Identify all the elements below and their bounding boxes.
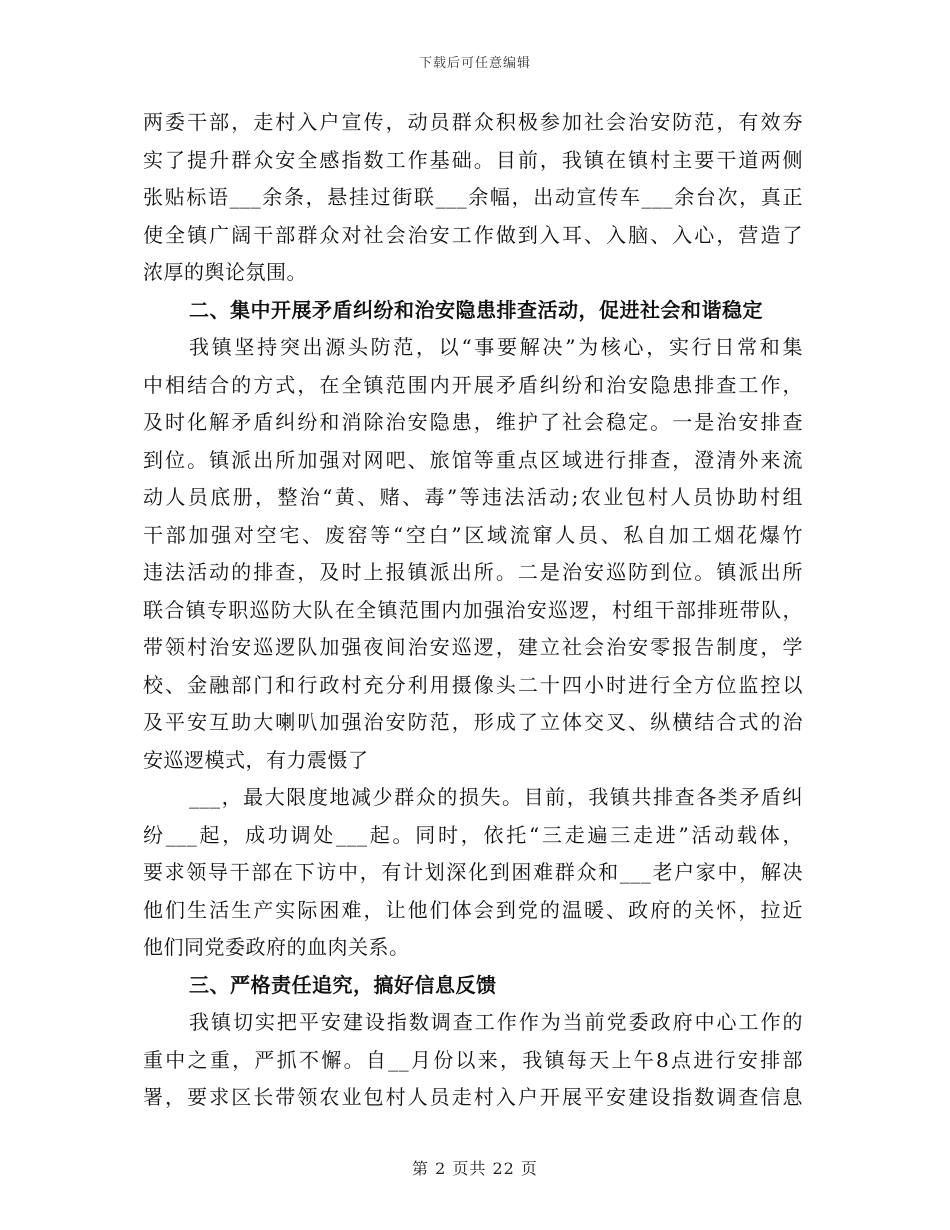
body-line: 我镇坚持突出源头防范，以“事要解决”为核心，实行日常和集 (189, 335, 803, 359)
document-body (143, 104, 803, 1117)
body-line: 实了提升群众安全感指数工作基础。目前，我镇在镇村主要干道两侧 (143, 147, 803, 172)
body-line: 浓厚的舆论氛围。 (143, 260, 307, 284)
body-line: 他们生活生产实际困难，让他们体会到党的温暖、政府的关怀，拉近 (143, 897, 803, 922)
body-line: 要求领导干部在下访中，有计划深化到困难群众和___老户家中，解决 (143, 860, 803, 884)
body-line: 及时化解矛盾纠纷和消除治安隐患，维护了社会稳定。一是治安排查 (143, 410, 803, 434)
body-line: 张贴标语___余条，悬挂过街联___余幅，出动宣传车___余台次，真正 (143, 185, 803, 209)
body-line: 中相结合的方式，在全镇范围内开展矛盾纠纷和治安隐患排查工作， (143, 372, 803, 397)
body-line: 带领村治安巡逻队加强夜间治安巡逻，建立社会治安零报告制度，学 (143, 635, 803, 659)
body-line: 动人员底册，整治“黄、赌、毒”等违法活动;农业包村人员协助村组 (143, 485, 803, 509)
body-line: 及平安互助大喇叭加强治安防范，形成了立体交叉、纵横结合式的治 (143, 710, 803, 734)
body-line: 纷___起，成功调处___起。同时，依托“三走遍三走进”活动载体， (143, 822, 803, 847)
body-line: 违法活动的排查，及时上报镇派出所。二是治安巡防到位。镇派出所 (143, 560, 803, 584)
body-line: 干部加强对空宅、废窑等“空白”区域流窜人员、私自加工烟花爆竹 (143, 522, 803, 547)
section-heading-2: 二、集中开展矛盾纠纷和治安隐患排查活动，促进社会和谐稳定 (189, 297, 763, 322)
body-line: 两委干部，走村入户宣传，动员群众积极参加社会治安防范，有效夯 (143, 110, 803, 134)
body-line: 校、金融部门和行政村充分利用摄像头二十四小时进行全方位监控以 (143, 672, 803, 697)
section-heading-3: 三、严格责任追究，搞好信息反馈 (189, 972, 497, 997)
page-header: 下载后可任意编辑 (418, 56, 531, 71)
body-line: 重中之重，严抓不懈。自__月份以来，我镇每天上午8点进行安排部 (143, 1047, 803, 1072)
body-line: 他们同党委政府的血肉关系。 (143, 935, 410, 959)
body-line: 到位。镇派出所加强对网吧、旅馆等重点区域进行排查，澄清外来流 (143, 447, 803, 472)
body-line: 我镇切实把平安建设指数调查工作作为当前党委政府中心工作的 (189, 1010, 803, 1034)
body-line: 署，要求区长带领农业包村人员走村入户开展平安建设指数调查信息 (143, 1085, 803, 1109)
body-line: 使全镇广阔干部群众对社会治安工作做到入耳、入脑、入心，营造了 (143, 222, 803, 247)
body-line: 联合镇专职巡防大队在全镇范围内加强治安巡逻，村组干部排班带队， (143, 597, 803, 622)
body-line: 安巡逻模式，有力震慑了 (143, 747, 369, 772)
body-line: ___，最大限度地减少群众的损失。目前，我镇共排查各类矛盾纠 (189, 785, 803, 809)
page-footer: 第 2 页共 22 页 (412, 1159, 538, 1178)
